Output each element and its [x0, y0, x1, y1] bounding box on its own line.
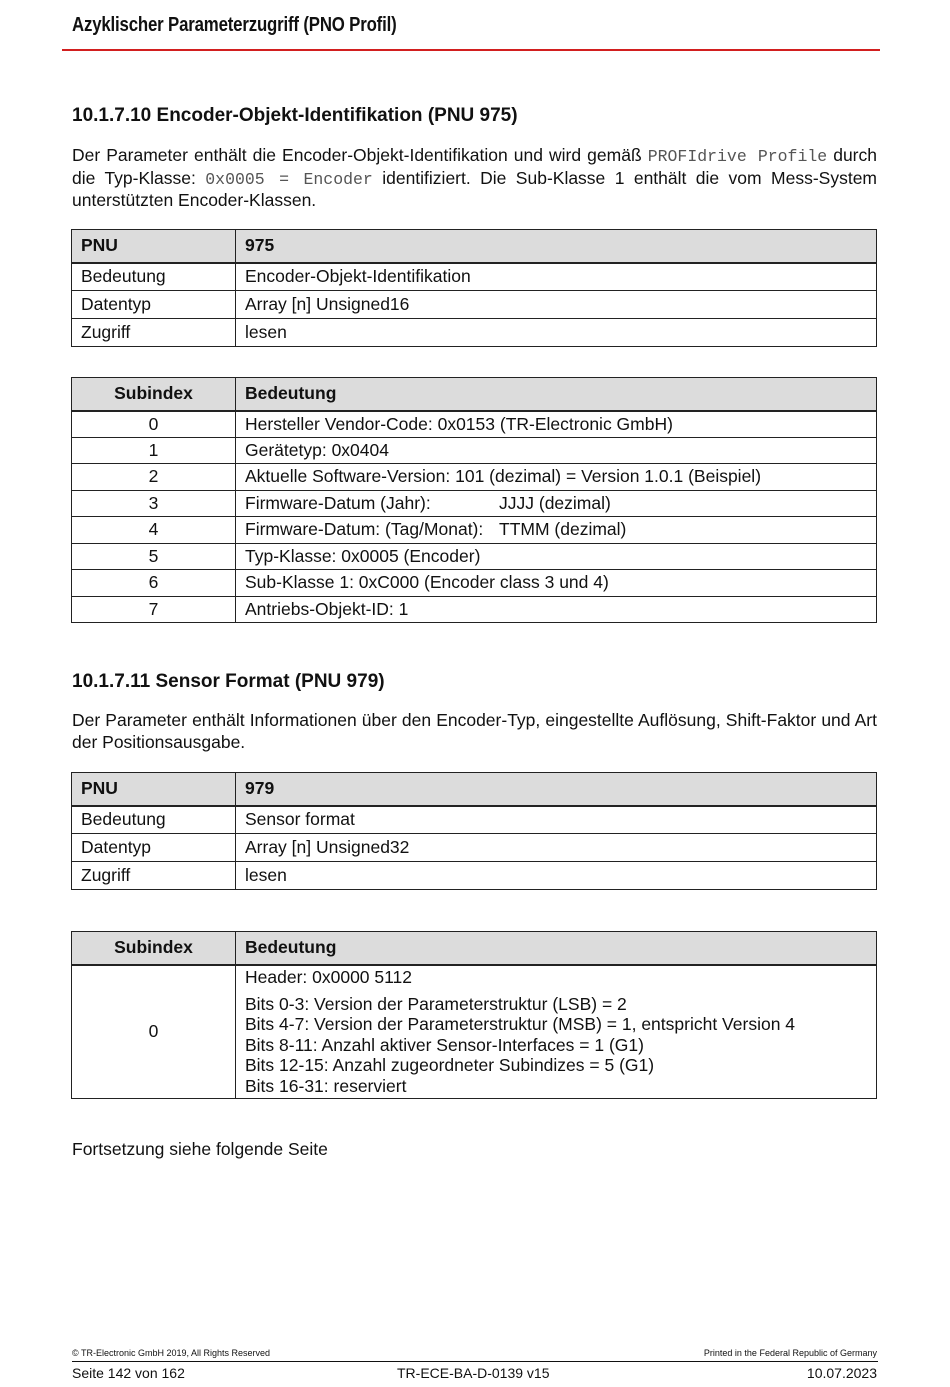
meaning-cell: Sub-Klasse 1: 0xC000 (Encoder class 3 und 4) [236, 570, 877, 597]
meaning-cell: Gerätetyp: 0x0404 [236, 437, 877, 464]
table-header-row [72, 932, 877, 965]
bit-line: Bits 0-3: Version der Parameterstruktur (LSB) = 2 [245, 993, 627, 1014]
row-value: Sensor format [236, 806, 877, 834]
subindex-cell: 1 [72, 437, 236, 464]
footer-copyright: © TR-Electronic GmbH 2019, All Rights Reserved [72, 1348, 271, 1358]
table-row [72, 263, 877, 291]
table-row [72, 596, 877, 623]
table-header-row [72, 773, 877, 806]
continuation-note: Fortsetzung siehe folgende Seite [72, 1139, 328, 1159]
bit-line: Bits 16-31: reserviert [245, 1075, 407, 1096]
subindex-cell: 0 [72, 965, 236, 1099]
pnu-975-table [71, 229, 877, 347]
row-label: Bedeutung [72, 263, 236, 291]
section-intro-paragraph: Der Parameter enthält Informationen über den Encoder-Typ, eingestellte Auflösung, Shift-Faktor und Art der Positionsausgabe. [72, 710, 877, 752]
header-label-cell: PNU [72, 230, 236, 263]
table-row [72, 570, 877, 597]
subindex-cell: 5 [72, 543, 236, 570]
meaning-cell: Aktuelle Software-Version: 101 (dezimal) = Version 1.0.1 (Beispiel) [236, 464, 877, 491]
meaning-cell: Antriebs-Objekt-ID: 1 [236, 596, 877, 623]
page-header-title: Azyklischer Parameterzugriff (PNO Profil) [72, 14, 397, 36]
subindex-975-table [71, 377, 877, 623]
table-row [72, 806, 877, 834]
table-row [72, 437, 877, 464]
bit-line: Bits 8-11: Anzahl aktiver Sensor-Interfaces = 1 (G1) [245, 1034, 644, 1055]
row-value: lesen [236, 319, 877, 347]
footer-printed-note: Printed in the Federal Republic of Germany [703, 1348, 877, 1358]
table-row [72, 464, 877, 491]
row-value: Encoder-Objekt-Identifikation [236, 263, 877, 291]
subindex-979-table [71, 931, 877, 1099]
table-row [72, 411, 877, 438]
subindex-cell: 0 [72, 411, 236, 438]
table-row [72, 517, 877, 544]
bit-line: Bits 4-7: Version der Parameterstruktur (MSB) = 1, entspricht Version 4 [245, 1014, 796, 1035]
subindex-cell: 3 [72, 490, 236, 517]
header-line: Header: 0x0000 5112 [245, 967, 413, 988]
footer-page-number: Seite 142 von 162 [72, 1365, 185, 1381]
table-header-row [72, 378, 877, 411]
subindex-cell: 2 [72, 464, 236, 491]
meaning-cell: Hersteller Vendor-Code: 0x0153 (TR-Electronic GmbH) [236, 411, 877, 438]
meaning-cell [236, 965, 877, 1099]
bit-line: Bits 12-15: Anzahl zugeordneter Subindizes = 5 (G1) [245, 1055, 655, 1076]
meaning-cell: Firmware-Datum (Jahr): JJJJ (dezimal) [236, 490, 877, 517]
footer-divider [72, 1361, 878, 1362]
table-row [72, 490, 877, 517]
section-title-pnu-975: 10.1.7.10 Encoder-Objekt-Identifikation (PNU 975) [72, 105, 518, 126]
footer-date: 10.07.2023 [806, 1365, 877, 1381]
subindex-cell: 4 [72, 517, 236, 544]
table-row [72, 965, 877, 1099]
table-header-row [72, 230, 877, 263]
table-row [72, 319, 877, 347]
row-label: Zugriff [72, 319, 236, 347]
row-label: Datentyp [72, 834, 236, 862]
row-value: Array [n] Unsigned16 [236, 291, 877, 319]
table-row [72, 834, 877, 862]
table-row [72, 862, 877, 890]
header-divider [62, 49, 880, 51]
subindex-column-header: Subindex [72, 378, 236, 411]
row-value: lesen [236, 862, 877, 890]
meaning-cell: Firmware-Datum: (Tag/Monat): TTMM (dezimal) [236, 517, 877, 544]
subindex-cell: 6 [72, 570, 236, 597]
header-label-cell: PNU [72, 773, 236, 806]
row-value: Array [n] Unsigned32 [236, 834, 877, 862]
bedeutung-column-header: Bedeutung [236, 378, 877, 411]
bedeutung-column-header: Bedeutung [236, 932, 877, 965]
pnu-979-table [71, 772, 877, 890]
header-value-cell: 979 [236, 773, 877, 806]
footer-document-id: TR-ECE-BA-D-0139 v15 [397, 1365, 550, 1381]
table-row [72, 543, 877, 570]
subindex-cell: 7 [72, 596, 236, 623]
row-label: Zugriff [72, 862, 236, 890]
row-label: Bedeutung [72, 806, 236, 834]
table-row [72, 291, 877, 319]
meaning-cell: Typ-Klasse: 0x0005 (Encoder) [236, 543, 877, 570]
row-label: Datentyp [72, 291, 236, 319]
header-value-cell: 975 [236, 230, 877, 263]
subindex-column-header: Subindex [72, 932, 236, 965]
section-title-pnu-979: 10.1.7.11 Sensor Format (PNU 979) [72, 671, 385, 692]
section-intro-paragraph: Der Parameter enthält die Encoder-Objekt-Identifikation und wird gemäß PROFIdrive Profile durch die Typ-Klasse: 0x0005 = Encoder identifiziert. Die Sub-Klasse 1 enthält die vom Mess-System unterstützten Encoder-Klassen. [72, 145, 878, 210]
